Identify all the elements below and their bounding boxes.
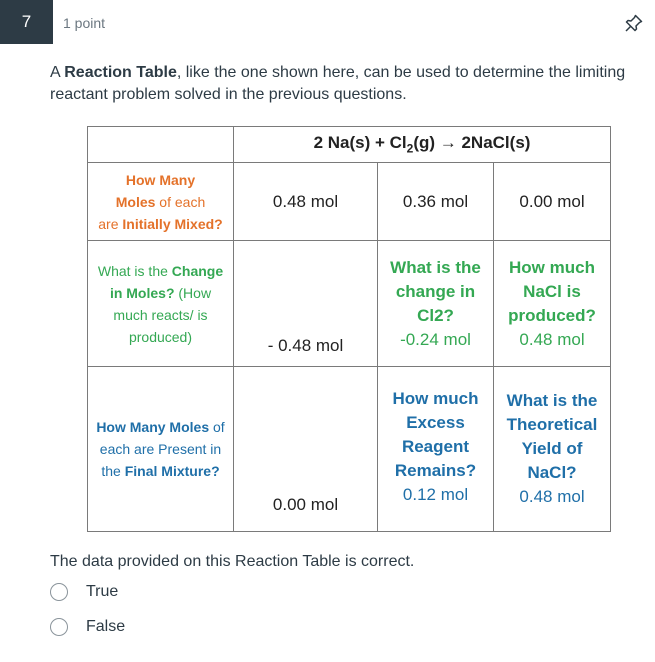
question-points: 1 point — [63, 15, 106, 31]
option-label: True — [86, 583, 119, 600]
initial-na: 0.48 mol — [234, 163, 378, 241]
pin-icon[interactable] — [624, 13, 644, 33]
option-true[interactable] — [50, 583, 118, 601]
question-text: A Reaction Table, like the one shown here, can be used to determine the limiting reactant problem solved in the previous questions. — [50, 64, 626, 103]
change-label: What is the Change in Moles? (How much reacts/ is produced) — [88, 241, 234, 367]
change-cl2: What is the change in Cl2? -0.24 mol — [378, 241, 494, 367]
final-cl2: How much Excess Reagent Remains? 0.12 mol — [378, 367, 494, 532]
reaction-equation: 2 $Na(s) + Cl_2(g)$ → 2NaCl(s) — [234, 127, 611, 163]
option-false[interactable] — [50, 618, 125, 636]
change-na: - 0.48 mol — [234, 241, 378, 367]
table-row — [88, 241, 611, 367]
radio-button-true[interactable] — [50, 583, 68, 601]
initial-nacl: 0.00 mol — [494, 163, 611, 241]
reaction-table-term: Reaction Table — [64, 64, 177, 81]
change-nacl: How much NaCl is produced? 0.48 mol — [494, 241, 611, 367]
option-label: False — [86, 618, 126, 635]
reaction-table — [87, 126, 611, 532]
table-row — [88, 367, 611, 532]
final-na: 0.00 mol — [234, 367, 378, 532]
statement-text: The data provided on this Reaction Table is correct. — [50, 553, 415, 570]
initial-label: How Many Moles of each are Initially Mixed? — [88, 163, 234, 241]
table-row — [88, 127, 611, 163]
empty-header-cell — [88, 127, 234, 163]
final-nacl: What is the Theoretical Yield of NaCl? 0.48 mol — [494, 367, 611, 532]
question-number: 7 — [0, 0, 53, 44]
radio-button-false[interactable] — [50, 618, 68, 636]
initial-cl2: 0.36 mol — [378, 163, 494, 241]
final-label: How Many Moles of each are Present in the Final Mixture? — [88, 367, 234, 532]
table-row — [88, 163, 611, 241]
